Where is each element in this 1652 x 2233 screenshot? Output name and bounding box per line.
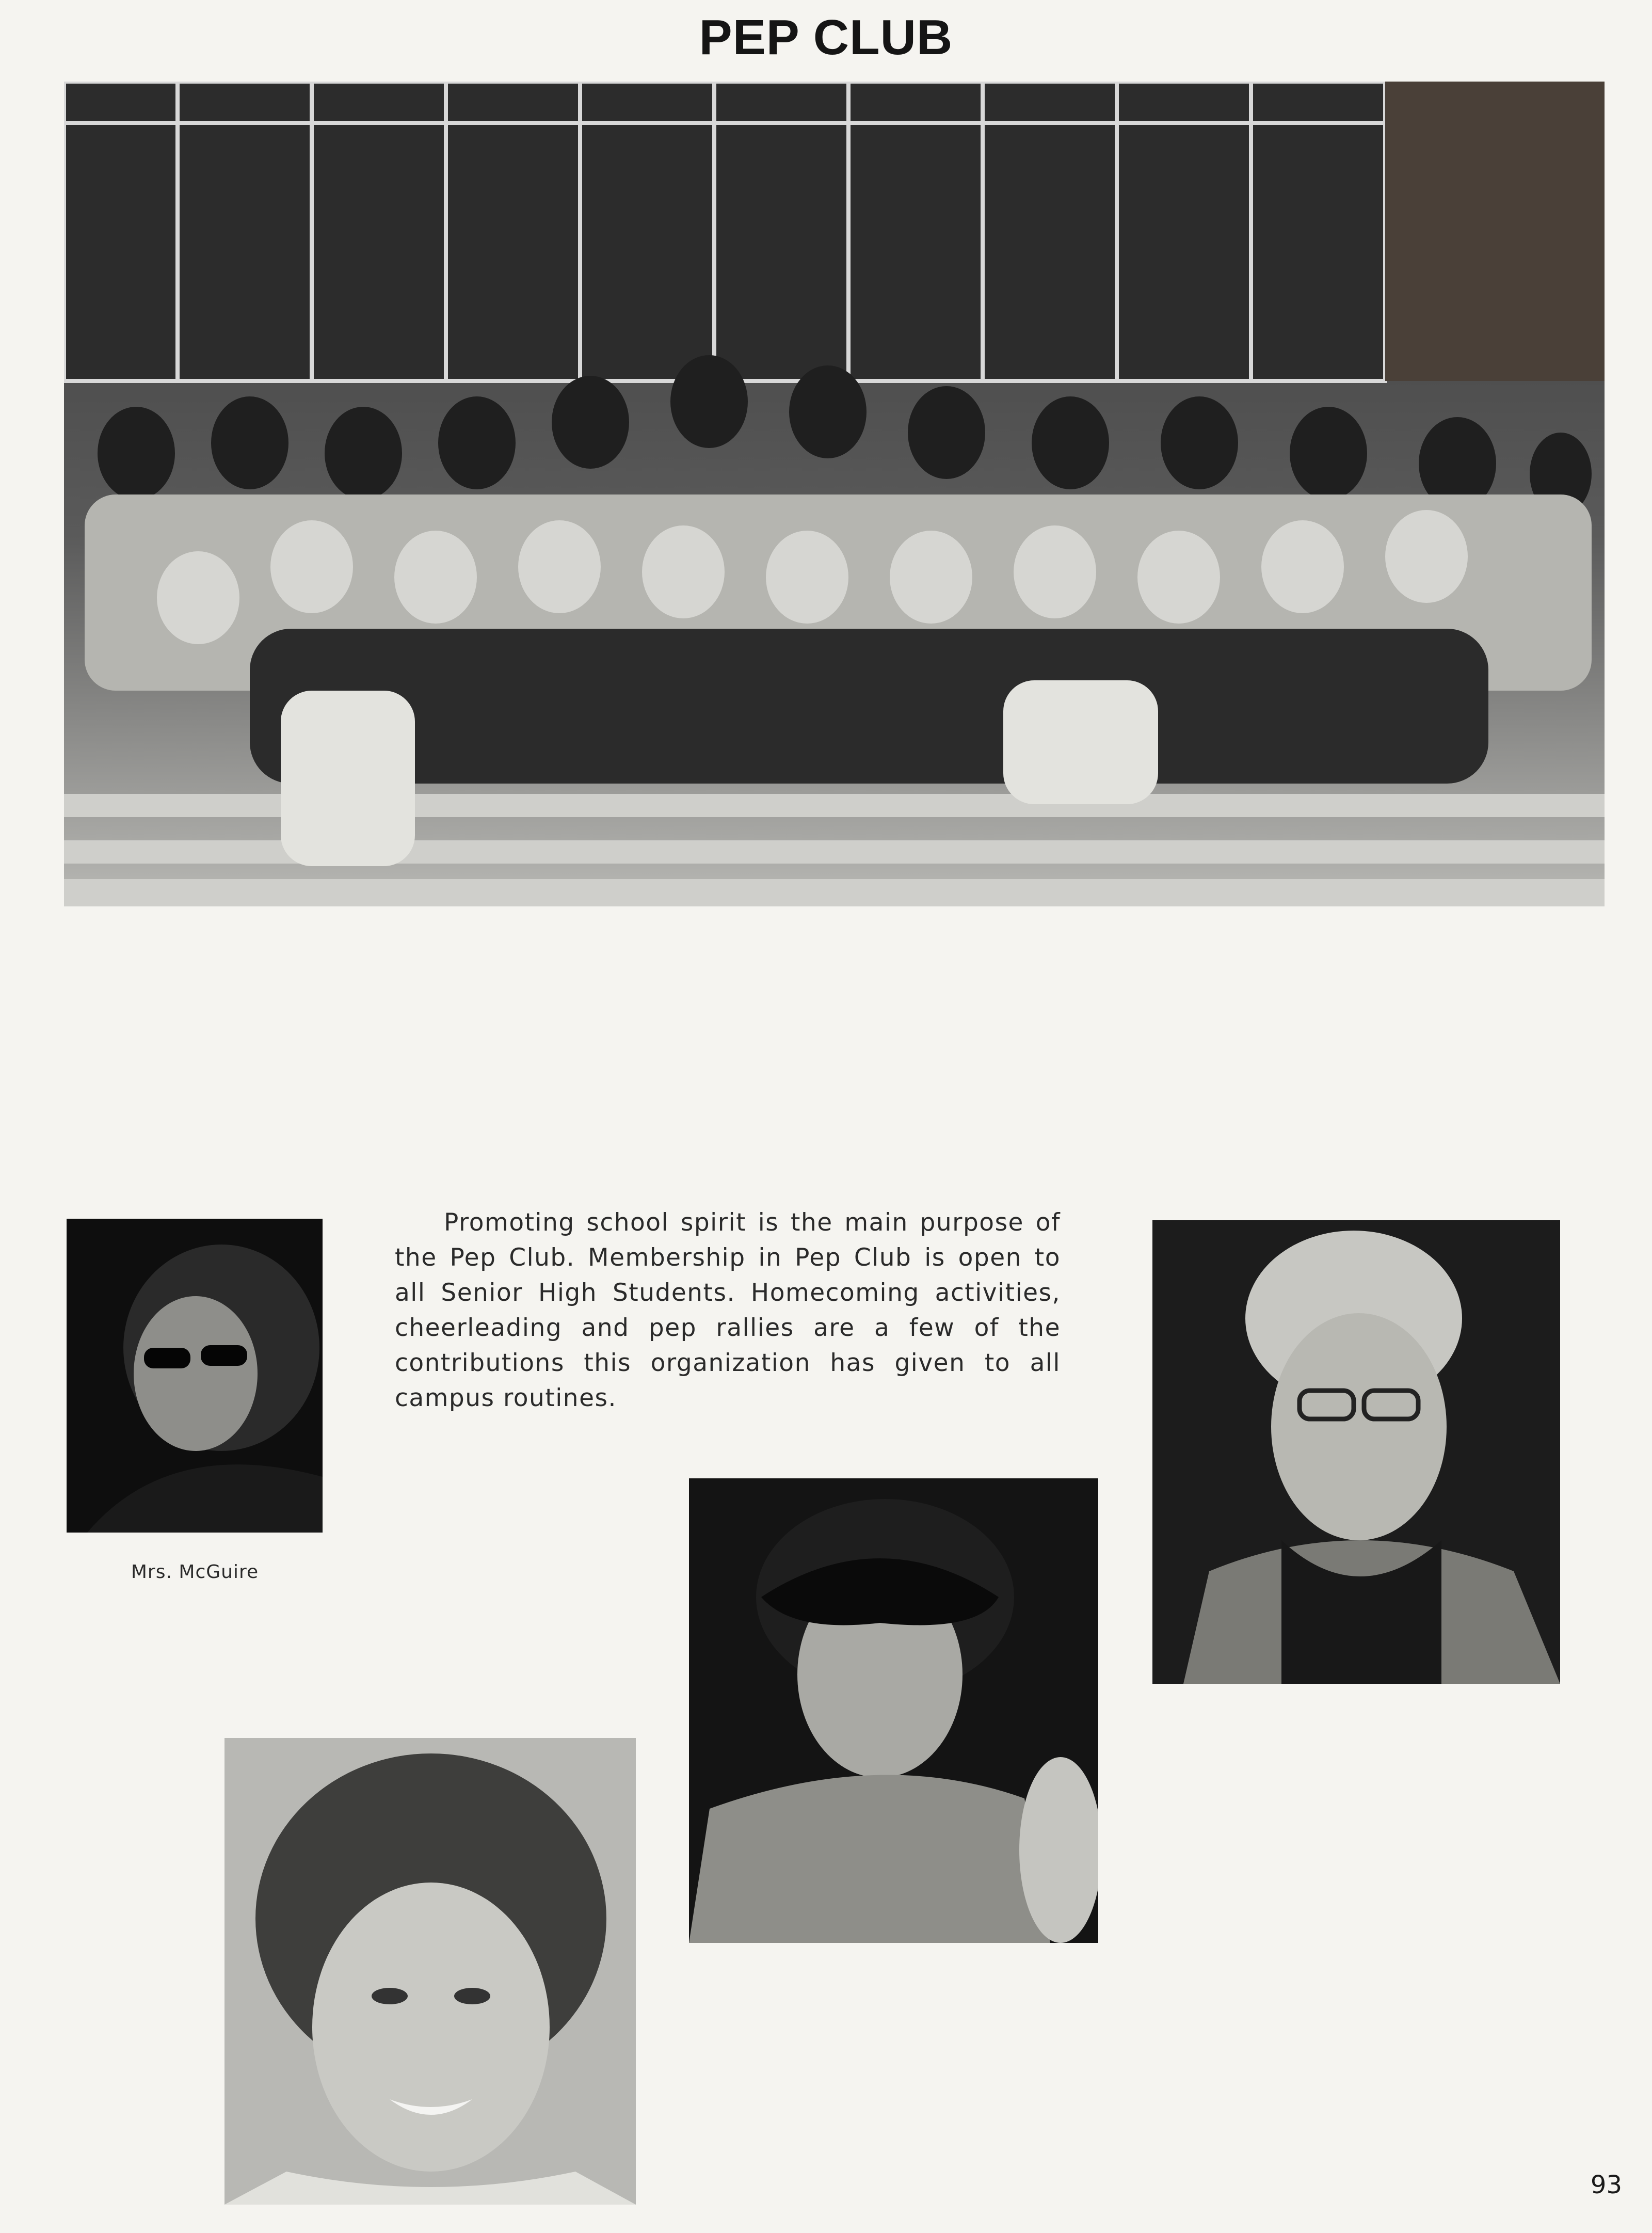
advisor-caption: Mrs. McGuire	[131, 1561, 259, 1583]
page-number: 93	[1590, 2171, 1622, 2199]
group-photo	[64, 82, 1605, 906]
advisor-photo-image	[67, 1219, 323, 1533]
page-title: PEP CLUB	[699, 10, 953, 65]
student-photo-bottom-left	[224, 1738, 636, 2205]
student-photo-right	[1152, 1220, 1560, 1684]
advisor-photo	[67, 1219, 323, 1533]
group-photo-image	[64, 82, 1605, 906]
student-photo-center-image	[689, 1478, 1098, 1943]
student-photo-center	[689, 1478, 1098, 1943]
student-photo-right-image	[1152, 1220, 1560, 1684]
student-photo-bottom-left-image	[224, 1738, 636, 2205]
club-description: Promoting school spirit is the main purpose of the Pep Club. Membership in Pep Club is open to all Senior High Students. Homecoming activities, cheerleading and pep rallies are a few of the contributions this organization has given to all campus routines.	[395, 1208, 1061, 1412]
